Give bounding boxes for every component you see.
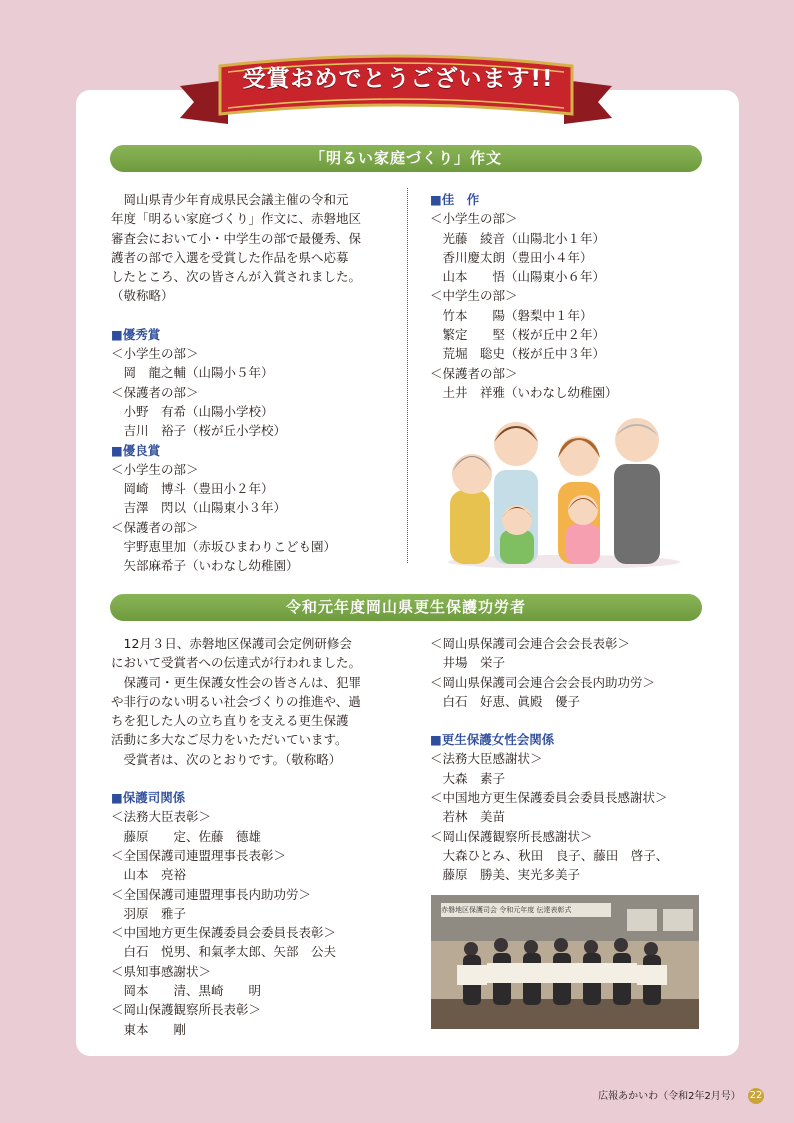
page-number: 22	[748, 1088, 764, 1104]
name-line: 繁定 堅（桜が丘中２年）	[442, 327, 606, 343]
category-line: ＜岡山保護観察所長感謝状＞	[430, 828, 593, 844]
family-illustration-icon	[446, 412, 682, 568]
name-line: 白石 好恵、眞殿 優子	[442, 693, 581, 709]
category-line: ＜岡山県保護司会連合会会長表彰＞	[430, 636, 631, 651]
name-line: 宇野恵里加（赤坂ひまわりこども園）	[123, 539, 337, 555]
category-line: ＜全国保護司連盟理事長内助功労＞	[111, 886, 312, 902]
name-line: 吉川 裕子（桜が丘小学校）	[123, 423, 287, 439]
category-line: ＜小学生の部＞	[111, 346, 199, 362]
group-heading: ■保護司関係	[111, 790, 186, 806]
intro-line: 12月３日、赤磐地区保護司会定例研修会	[123, 636, 352, 651]
name-line: 藤原 勝美、実光多美子	[442, 867, 581, 883]
category-line: ＜保護者の部＞	[111, 384, 199, 400]
name-line: 大森 素子	[442, 770, 506, 786]
name-line: 羽原 雅子	[123, 905, 187, 921]
name-line: 白石 悦男、和氣孝太郎、矢部 公夫	[123, 944, 337, 960]
category-line: ＜中学生の部＞	[430, 288, 518, 304]
category-line: ＜岡山保護観察所長表彰＞	[111, 1002, 262, 1018]
section2-left-column	[111, 634, 411, 1039]
name-line: 竹本 陽（磐梨中１年）	[442, 307, 593, 323]
name-line: 藤原 定、佐藤 德雄	[123, 828, 262, 844]
intro-line: において受賞者への伝達式が行われました。	[111, 655, 362, 671]
section1-right-column	[430, 190, 710, 402]
name-line: 岡 龍之輔（山陽小５年）	[123, 365, 274, 381]
name-line: 小野 有希（山陽小学校）	[123, 403, 274, 419]
name-line: 荒堀 聡史（桜が丘中３年）	[442, 346, 606, 362]
group-heading: ■佳 作	[430, 192, 480, 207]
column-divider	[407, 188, 408, 563]
name-line: 大森ひとみ、秋田 良子、藤田 啓子、	[442, 847, 669, 863]
name-line: 吉澤 閃以（山陽東小３年）	[123, 500, 287, 516]
category-line: ＜県知事感謝状＞	[111, 963, 212, 979]
group-heading: ■更生保護女性会関係	[430, 732, 555, 748]
category-line: ＜中国地方更生保護委員会委員長感謝状＞	[430, 790, 668, 806]
intro-line: したところ、次の皆さんが入賞されました。	[111, 269, 362, 285]
category-line: ＜全国保護司連盟理事長表彰＞	[111, 847, 287, 863]
photo-signboard: 赤磐地区保護司会 令和元年度 伝達表彰式	[441, 906, 572, 914]
section2-title: 令和元年度岡山県更生保護功労者	[110, 594, 702, 621]
footer	[598, 1087, 764, 1104]
intro-line: 保護司・更生保護女性会の皆さんは、犯罪	[123, 674, 362, 690]
name-line: 土井 祥雅（いわなし幼稚園）	[442, 384, 618, 400]
name-line: 光藤 綾音（山陽北小１年）	[442, 230, 606, 246]
name-line: 矢部麻希子（いわなし幼稚園）	[123, 558, 299, 574]
name-line: 東本 剛	[123, 1021, 187, 1037]
category-line: ＜保護者の部＞	[430, 365, 518, 381]
intro-line: （敬称略）	[111, 288, 174, 304]
intro-line: 岡山県青少年育成県民会議主催の令和元	[123, 192, 349, 207]
name-line: 井場 栄子	[442, 655, 506, 671]
spacer	[430, 711, 720, 730]
name-line: 山本 亮裕	[123, 867, 187, 883]
spacer	[111, 306, 396, 325]
name-line: 香川慶太朗（豊田小４年）	[442, 249, 593, 265]
spacer	[111, 769, 411, 788]
intro-line: 受賞者は、次のとおりです。（敬称略）	[123, 751, 342, 767]
intro-line: 活動に多大なご尽力をいただいています。	[111, 732, 348, 748]
intro-line: 審査会において小・中学生の部で最優秀、保	[111, 230, 362, 246]
category-line: ＜法務大臣感謝状＞	[430, 751, 543, 767]
category-line: ＜中国地方更生保護委員会委員長表彰＞	[111, 925, 337, 941]
section1-left-column	[111, 190, 396, 576]
category-line: ＜法務大臣表彰＞	[111, 809, 212, 825]
banner-title: 受賞おめでとうございます!!	[242, 66, 554, 92]
group-heading: ■優秀賞	[111, 326, 161, 342]
name-line: 岡本 清、黒崎 明	[123, 983, 262, 999]
intro-line: ちを犯した人の立ち直りを支える更生保護	[111, 713, 349, 729]
category-line: ＜岡山県保護司会連合会会長内助功労＞	[430, 674, 656, 690]
category-line: ＜保護者の部＞	[111, 519, 199, 535]
section2-right-column	[430, 634, 720, 885]
name-line: 岡崎 博斗（豊田小２年）	[123, 481, 274, 497]
category-line: ＜小学生の部＞	[111, 461, 199, 477]
intro-line: 年度「明るい家庭づくり」作文に、赤磐地区	[111, 211, 362, 227]
intro-line: や非行のない明るい社会づくりの推進や、過	[111, 693, 361, 709]
name-line: 若林 美苗	[442, 809, 506, 825]
intro-line: 護者の部で入選を受賞した作品を県へ応募	[111, 249, 349, 265]
section1-title: 「明るい家庭づくり」作文	[110, 145, 702, 172]
group-heading: ■優良賞	[111, 442, 161, 458]
name-line: 山本 悟（山陽東小６年）	[442, 269, 606, 285]
category-line: ＜小学生の部＞	[430, 211, 518, 227]
footer-label: 広報あかいわ（令和2年2月号）	[598, 1091, 741, 1102]
